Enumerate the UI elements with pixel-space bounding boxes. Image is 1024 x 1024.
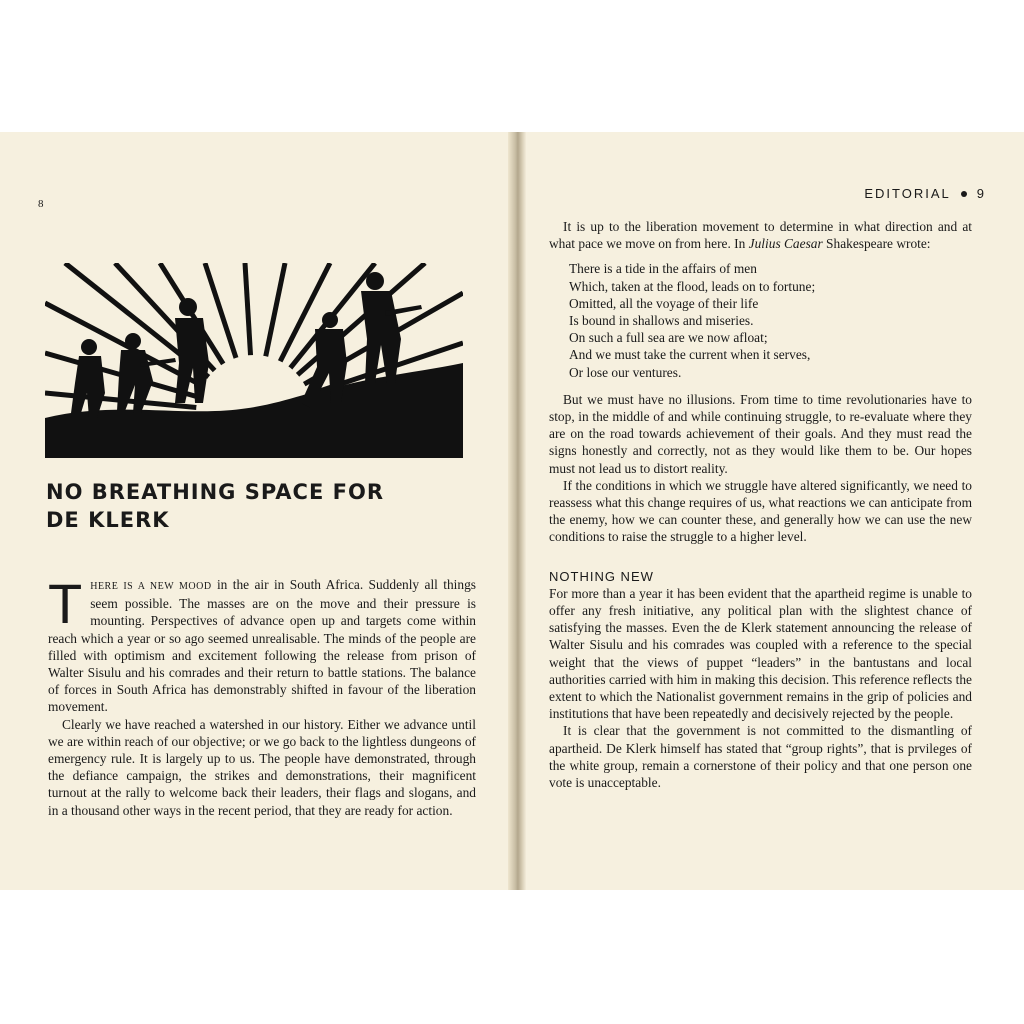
running-head-title: EDITORIAL xyxy=(864,186,951,201)
poem-line: There is a tide in the affairs of men xyxy=(569,261,757,277)
poem-line: And we must take the current when it serves, xyxy=(569,347,811,363)
poem-line: Or lose our ventures. xyxy=(569,364,682,380)
opening-paragraph-text: in the air in South Africa. Suddenly all things seem possible. The masses are on the move and their pressure is mounting. Perspectives of advance open up and targets come within reach which a year or so ago seemed unrealisable. The minds of the people are filled with optimism and excitement following the release from prison of Walter Sisulu and his comrades and their return to battle stations. The balance of forces in South Africa has demonstrably shifted in favour of the liberation movement. xyxy=(48,577,476,715)
running-head xyxy=(864,186,986,201)
intro-text: It is up to the liberation movement to determine in what direction and at what pace we move on from here. In xyxy=(549,219,972,252)
opening-paragraph xyxy=(48,572,476,716)
poem-line: Which, taken at the flood, leads on to fortune; xyxy=(569,278,816,294)
sunrise-silhouette-illustration xyxy=(45,263,463,458)
intro-text-end: Shakespeare wrote: xyxy=(822,236,931,252)
headline-line-1: NO BREATHING SPACE FOR xyxy=(46,480,384,504)
bullet-icon xyxy=(961,191,967,197)
right-column xyxy=(549,218,972,791)
headline-line-2: DE KLERK xyxy=(46,508,170,532)
section-subhead: NOTHING NEW xyxy=(549,568,654,584)
poem-line: On such a full sea are we now afloat; xyxy=(569,330,768,346)
page-number-right: 9 xyxy=(976,186,986,201)
drop-cap: T xyxy=(48,572,83,635)
book-gutter xyxy=(508,132,526,890)
shakespeare-quote xyxy=(569,260,972,380)
conditions-paragraph: If the conditions in which we struggle have altered significantly, we need to reassess what this change requires of us, what reactions we can anticipate from the enemy, how we can counter these, and generally how we can use the new conditions to raise the struggle to a higher level. xyxy=(549,477,972,545)
not-committed-paragraph: It is clear that the government is not committed to the dismantling of apartheid. De Klerk himself has stated that “group rights”, that is prvileges of the white group, remain a cornerstone of their policy and that one person one vote is unacceptable. xyxy=(549,723,972,791)
article-headline xyxy=(46,478,466,534)
poem-line: Omitted, all the voyage of their life xyxy=(569,295,759,311)
left-column xyxy=(48,572,476,819)
nothing-new-paragraph: For more than a year it has been evident that the apartheid regime is unable to offer any fresh initiative, any political plan with the slightest chance of satisfying the masses. Even the de Klerk statement announcing the release of Walter Sisulu and his comrades was coupled with a reference to the special weight that the views of puppet “leaders” in the bantustans and local authorities carried with him in making this decision. This reference reflects the extent to which the Nationalist government remains in the grip of policies and institutions that have been repeatedly and decisively rejected by the people. xyxy=(549,585,972,722)
poem-line: Is bound in shallows and miseries. xyxy=(569,313,754,329)
illusions-paragraph: But we must have no illusions. From time to time revolutionaries have to stop, in the middle of and while continuing struggle, to re-evaluate where they are on the road towards achievement of their goals. And they must read the signs honestly and correctly, not as they would like them to be. Our hopes must not lead us to distort reality. xyxy=(549,391,972,476)
page-number-left: 8 xyxy=(38,198,44,210)
play-title: Julius Caesar xyxy=(748,236,823,252)
intro-paragraph xyxy=(549,218,972,252)
watershed-paragraph: Clearly we have reached a watershed in our history. Either we advance until we are within reach of our objective; or we go back to the lightless dungeons of emergency rule. It is largely up to us. The people have demonstrated, through the defiance campaign, the strikes and demonstrations, their magnificent turnout at the rally to welcome back their leaders, their flags and slogans, and in a thousand other ways in the recent period, that they are ready for action. xyxy=(48,716,476,818)
lead-in-small-caps: HERE IS A NEW MOOD xyxy=(90,581,212,592)
